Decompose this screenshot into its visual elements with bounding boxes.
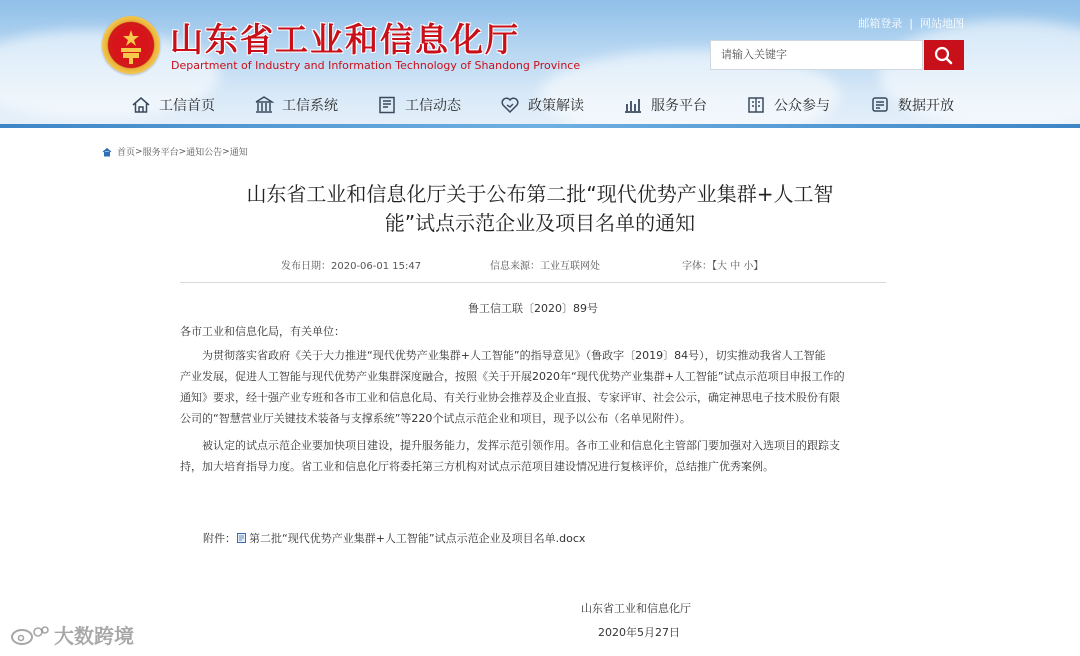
watermark	[10, 620, 134, 649]
meta-divider	[180, 282, 886, 283]
search-icon	[924, 40, 964, 70]
font-size-label: 字体：	[682, 261, 712, 272]
nav-item-data[interactable]	[870, 90, 954, 120]
nav-item-platform[interactable]	[623, 90, 707, 120]
nav-item-participation[interactable]	[746, 90, 830, 120]
nav-item-home[interactable]	[131, 90, 215, 120]
article-title-line: 山东省工业和信息化厅关于公布第二批“现代优势产业集群+人工智	[246, 182, 834, 206]
breadcrumb	[102, 145, 248, 158]
attachment-link[interactable]: 第二批“现代优势产业集群+人工智能”试点示范企业及项目名单.docx	[249, 532, 586, 545]
signature: 山东省工业和信息化厅	[581, 602, 691, 615]
site-title-cn[interactable]: 山东省工业和信息化厅	[170, 20, 520, 59]
font-large-button[interactable]: 大	[717, 261, 727, 272]
font-medium-button[interactable]: 中	[730, 261, 741, 272]
attachment	[203, 530, 585, 546]
mail-login-link[interactable]: 邮箱登录	[858, 17, 903, 30]
home-icon	[102, 147, 112, 157]
paragraph-2	[180, 435, 886, 477]
breadcrumb-notice[interactable]: 通知	[229, 148, 248, 158]
breadcrumb-separator: >	[135, 146, 143, 157]
font-size-control	[682, 257, 763, 272]
platform-icon	[623, 95, 643, 115]
paragraph-1	[180, 345, 886, 429]
building-icon	[254, 95, 274, 115]
nav-item-label: 数据开放	[898, 98, 954, 114]
font-bracket-close: 】	[753, 261, 764, 272]
nav-item-label: 工信系统	[282, 98, 338, 114]
nav-item-system[interactable]	[254, 90, 338, 120]
nav-item-label: 公众参与	[774, 98, 830, 114]
top-links-separator: |	[909, 17, 913, 30]
breadcrumb-notices[interactable]: 通知公告	[186, 148, 223, 158]
document-number: 鲁工信工联〔2020〕89号	[468, 302, 598, 315]
breadcrumb-separator: >	[222, 146, 230, 157]
breadcrumb-home[interactable]: 首页	[117, 148, 136, 158]
participation-icon	[746, 95, 766, 115]
publish-date: 发布日期：2020-06-01 15:47	[281, 261, 422, 272]
paragraph-line: 产业发展，促进人工智能与现代优势产业集群深度融合，按照《关于开展2020年“现代优势产业集群+人工智能”试点示范项目申报工作的	[180, 370, 845, 383]
attachment-label: 附件：	[203, 532, 236, 545]
home-icon	[131, 95, 151, 115]
paragraph-line: 为贯彻落实省政府《关于大力推进“现代优势产业集群+人工智能”的指导意见》（鲁政字〔2019〕84号），切实推动我省人工智能	[202, 349, 826, 362]
search-button[interactable]	[924, 40, 964, 70]
nav-item-label: 服务平台	[651, 98, 707, 114]
paragraph-line: 通知》要求，经十强产业专班和各市工业和信息化局、有关行业协会推荐及企业直报、专家评审、社会公示，确定神思电子技术股份有限	[180, 391, 840, 404]
breadcrumb-service-platform[interactable]: 服务平台	[142, 148, 179, 158]
nav-item-policy[interactable]	[500, 90, 584, 120]
article-title	[195, 180, 885, 238]
paragraph-line: 公司的“智慧营业厅关键技术装备与支撑系统”等220个试点示范企业和项目，现予以公布（名单见附件）。	[180, 412, 691, 425]
weibo-icon	[10, 623, 50, 647]
font-small-button[interactable]: 小	[743, 261, 754, 272]
sign-date: 2020年5月27日	[598, 626, 680, 639]
site-title-en: Department of Industry and Information Technology of Shandong Province	[171, 59, 581, 72]
nav-item-label: 工信动态	[405, 98, 461, 114]
site-header	[0, 0, 1080, 128]
policy-icon	[500, 95, 520, 115]
top-links	[858, 15, 964, 31]
nav-item-label: 政策解读	[528, 98, 584, 114]
watermark-text: 大数跨境	[54, 624, 134, 648]
header-divider	[0, 124, 1080, 128]
breadcrumb-separator: >	[178, 146, 187, 157]
font-bracket-open: 【	[712, 261, 717, 272]
data-icon	[870, 95, 890, 115]
nav-item-news[interactable]	[377, 90, 461, 120]
article-title-line: 能”试点示范企业及项目名单的通知	[384, 211, 696, 235]
sitemap-link[interactable]: 网站地图	[920, 17, 964, 30]
main-nav	[0, 90, 1080, 120]
salutation: 各市工业和信息化局，有关单位：	[180, 325, 345, 338]
nav-item-label: 工信首页	[159, 98, 215, 114]
news-icon	[377, 95, 397, 115]
paragraph-line: 被认定的试点示范企业要加快项目建设，提升服务能力，发挥示范引领作用。各市工业和信息化主管部门要加强对入选项目的跟踪支	[202, 439, 840, 452]
paragraph-line: 持，加大培育指导力度。省工业和信息化厅将委托第三方机构对试点示范项目建设情况进行复核评价，总结推广优秀案例。	[180, 460, 774, 473]
docx-file-icon	[237, 533, 246, 543]
search-input[interactable]: 请输入关键字	[710, 40, 923, 70]
info-source: 信息来源：工业互联网处	[490, 261, 600, 272]
national-emblem-logo[interactable]	[102, 16, 160, 74]
